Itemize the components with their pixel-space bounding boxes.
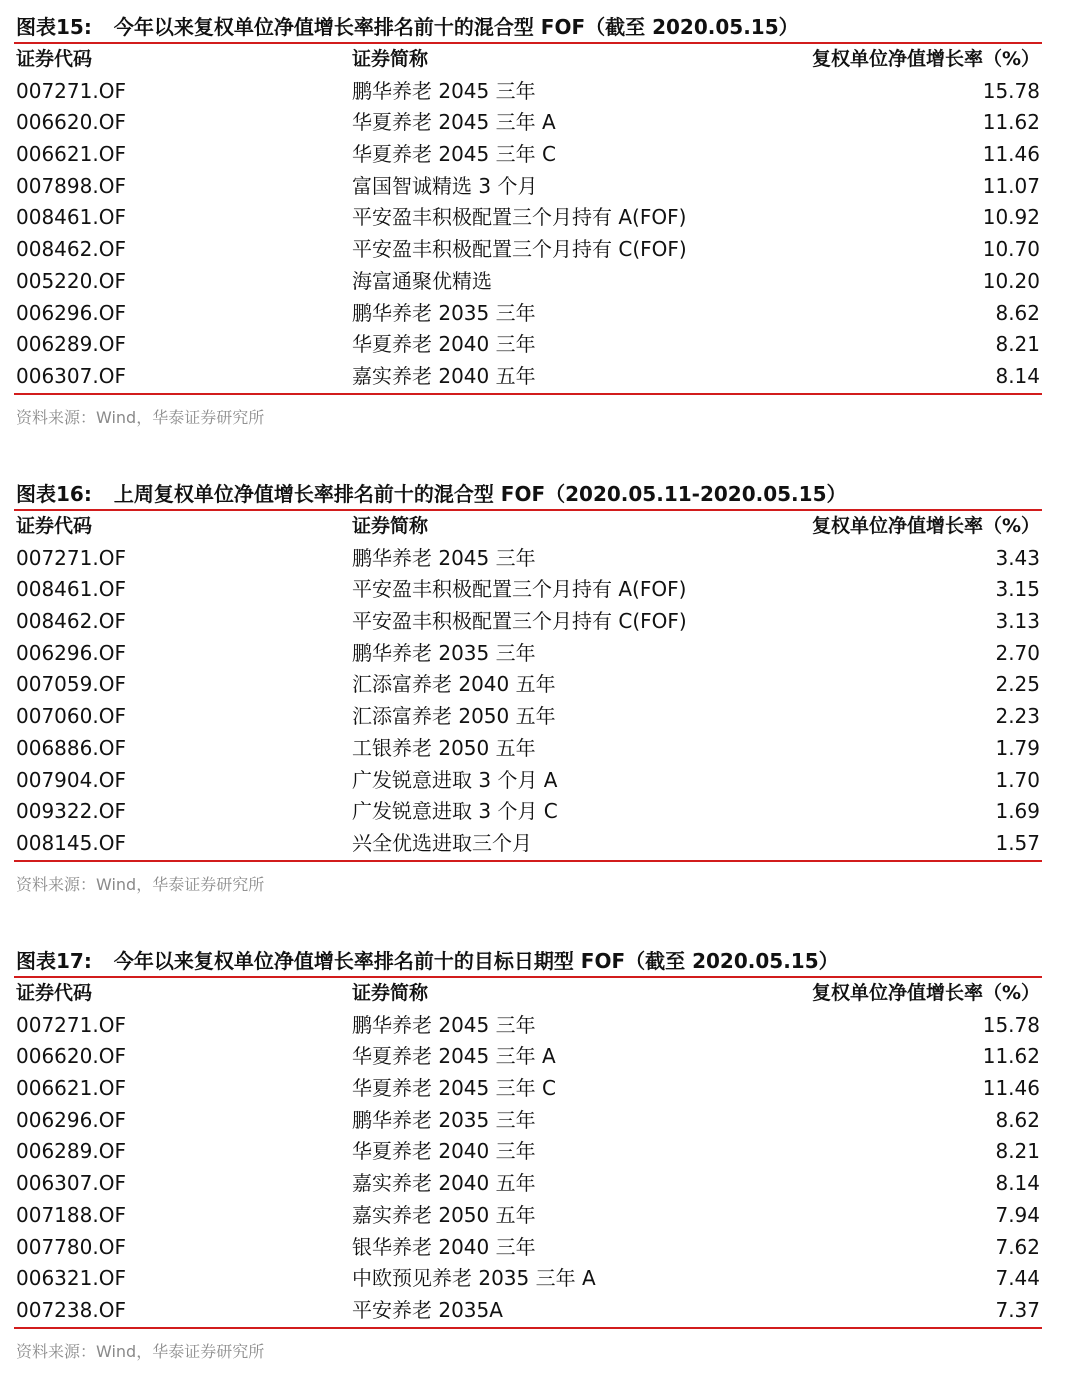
cell-name: 鹏华养老 2045 三年 — [352, 545, 536, 570]
cell-name: 鹏华养老 2035 三年 — [352, 640, 536, 665]
table-header-row — [14, 511, 1042, 543]
cell-name: 华夏养老 2045 三年 A — [352, 110, 556, 135]
cell-name: 华夏养老 2045 三年 C — [352, 1076, 556, 1101]
table-row — [14, 171, 1042, 203]
cell-name: 平安盈丰积极配置三个月持有 C(FOF) — [352, 237, 687, 262]
table-row — [14, 1041, 1042, 1073]
table-row — [14, 298, 1042, 330]
table-row — [14, 574, 1042, 606]
bottom-rule — [14, 393, 1042, 395]
cell-name: 嘉实养老 2050 五年 — [352, 1202, 536, 1227]
cell-name: 华夏养老 2045 三年 A — [352, 1044, 556, 1069]
cell-name: 银华养老 2040 三年 — [352, 1234, 536, 1259]
cell-code: 007060.OF — [16, 704, 126, 729]
cell-name: 华夏养老 2040 三年 — [352, 332, 536, 357]
cell-growth: 11.07 — [982, 173, 1040, 198]
header-code: 证券代码 — [16, 515, 93, 537]
cell-growth: 3.13 — [995, 609, 1040, 634]
cell-code: 007904.OF — [16, 767, 126, 792]
table-header-row — [14, 44, 1042, 76]
table-row — [14, 638, 1042, 670]
table-body — [14, 1010, 1042, 1327]
cell-growth: 7.37 — [995, 1297, 1040, 1322]
cell-code: 007059.OF — [16, 672, 126, 697]
header-growth: 复权单位净值增长率（%） — [811, 48, 1040, 70]
table-row — [14, 361, 1042, 393]
cell-name: 平安盈丰积极配置三个月持有 A(FOF) — [352, 577, 687, 602]
cell-name: 广发锐意进取 3 个月 A — [352, 767, 558, 792]
figure-title: 上周复权单位净值增长率排名前十的混合型 FOF（2020.05.11-2020.05.15） — [113, 482, 847, 506]
cell-growth: 11.62 — [982, 110, 1040, 135]
cell-growth: 7.62 — [995, 1234, 1040, 1259]
table-row — [14, 1232, 1042, 1264]
table-section-16 — [14, 479, 1042, 895]
table-row — [14, 1295, 1042, 1327]
cell-name: 鹏华养老 2035 三年 — [352, 1107, 536, 1132]
cell-code: 007898.OF — [16, 173, 126, 198]
table-row — [14, 329, 1042, 361]
table-header-row — [14, 978, 1042, 1010]
table-title — [14, 12, 1042, 42]
cell-code: 008461.OF — [16, 577, 126, 602]
table-body — [14, 76, 1042, 393]
table-row — [14, 1200, 1042, 1232]
cell-name: 嘉实养老 2040 五年 — [352, 1171, 536, 1196]
cell-name: 华夏养老 2040 三年 — [352, 1139, 536, 1164]
cell-code: 006321.OF — [16, 1266, 126, 1291]
table-row — [14, 765, 1042, 797]
cell-growth: 2.23 — [995, 704, 1040, 729]
cell-growth: 10.92 — [982, 205, 1040, 230]
table-row — [14, 828, 1042, 860]
cell-code: 007271.OF — [16, 78, 126, 103]
table-section-15 — [14, 12, 1042, 428]
cell-name: 鹏华养老 2045 三年 — [352, 1012, 536, 1037]
table-row — [14, 107, 1042, 139]
cell-growth: 15.78 — [982, 78, 1040, 103]
cell-name: 平安盈丰积极配置三个月持有 C(FOF) — [352, 609, 687, 634]
cell-growth: 1.69 — [995, 799, 1040, 824]
table-row — [14, 234, 1042, 266]
cell-name: 华夏养老 2045 三年 C — [352, 142, 556, 167]
cell-growth: 2.70 — [995, 640, 1040, 665]
cell-growth: 3.15 — [995, 577, 1040, 602]
header-code: 证券代码 — [16, 48, 93, 70]
figure-label: 图表17: — [16, 949, 92, 973]
cell-code: 006289.OF — [16, 1139, 126, 1164]
cell-growth: 10.70 — [982, 237, 1040, 262]
table-body — [14, 543, 1042, 860]
cell-code: 006296.OF — [16, 1107, 126, 1132]
cell-growth: 3.43 — [995, 545, 1040, 570]
cell-growth: 7.94 — [995, 1202, 1040, 1227]
table-section-17 — [14, 946, 1042, 1362]
table-row — [14, 139, 1042, 171]
source-note: 资料来源：Wind，华泰证券研究所 — [16, 407, 265, 427]
cell-code: 008462.OF — [16, 237, 126, 262]
source-note: 资料来源：Wind，华泰证券研究所 — [16, 874, 265, 894]
cell-code: 006620.OF — [16, 110, 126, 135]
cell-name: 兴全优选进取三个月 — [352, 830, 532, 855]
cell-growth: 8.14 — [995, 1171, 1040, 1196]
header-growth: 复权单位净值增长率（%） — [811, 515, 1040, 537]
source-note: 资料来源：Wind，华泰证券研究所 — [16, 1341, 265, 1361]
cell-growth: 8.14 — [995, 363, 1040, 388]
cell-name: 鹏华养老 2045 三年 — [352, 78, 536, 103]
cell-code: 008145.OF — [16, 830, 126, 855]
cell-code: 006886.OF — [16, 735, 126, 760]
cell-code: 007271.OF — [16, 1012, 126, 1037]
header-name: 证券简称 — [352, 48, 429, 70]
cell-growth: 8.21 — [995, 332, 1040, 357]
cell-name: 鹏华养老 2035 三年 — [352, 300, 536, 325]
cell-code: 007238.OF — [16, 1297, 126, 1322]
table-row — [14, 701, 1042, 733]
cell-name: 平安养老 2035A — [352, 1297, 503, 1322]
table-title — [14, 479, 1042, 509]
cell-code: 006296.OF — [16, 300, 126, 325]
cell-name: 海富通聚优精选 — [352, 268, 492, 293]
header-name: 证券简称 — [352, 515, 429, 537]
table-row — [14, 796, 1042, 828]
figure-title: 今年以来复权单位净值增长率排名前十的混合型 FOF（截至 2020.05.15） — [113, 15, 799, 39]
cell-code: 008461.OF — [16, 205, 126, 230]
cell-code: 007188.OF — [16, 1202, 126, 1227]
cell-name: 富国智诚精选 3 个月 — [352, 173, 538, 198]
header-code: 证券代码 — [16, 982, 93, 1004]
cell-code: 006621.OF — [16, 1076, 126, 1101]
bottom-rule — [14, 1327, 1042, 1329]
cell-name: 平安盈丰积极配置三个月持有 A(FOF) — [352, 205, 687, 230]
cell-growth: 2.25 — [995, 672, 1040, 697]
table-row — [14, 76, 1042, 108]
cell-code: 006307.OF — [16, 1171, 126, 1196]
cell-code: 007271.OF — [16, 545, 126, 570]
cell-code: 006289.OF — [16, 332, 126, 357]
cell-growth: 15.78 — [982, 1012, 1040, 1037]
table-title — [14, 946, 1042, 976]
cell-name: 工银养老 2050 五年 — [352, 735, 536, 760]
cell-code: 005220.OF — [16, 268, 126, 293]
cell-name: 广发锐意进取 3 个月 C — [352, 799, 558, 824]
header-name: 证券简称 — [352, 982, 429, 1004]
cell-growth: 11.62 — [982, 1044, 1040, 1069]
cell-growth: 1.70 — [995, 767, 1040, 792]
cell-code: 009322.OF — [16, 799, 126, 824]
table-row — [14, 543, 1042, 575]
cell-growth: 1.79 — [995, 735, 1040, 760]
cell-code: 006621.OF — [16, 142, 126, 167]
figure-label: 图表16: — [16, 482, 92, 506]
figure-title: 今年以来复权单位净值增长率排名前十的目标日期型 FOF（截至 2020.05.15） — [113, 949, 839, 973]
cell-code: 006307.OF — [16, 363, 126, 388]
table-row — [14, 1105, 1042, 1137]
cell-growth: 8.21 — [995, 1139, 1040, 1164]
table-row — [14, 669, 1042, 701]
cell-name: 汇添富养老 2050 五年 — [352, 704, 556, 729]
table-row — [14, 1136, 1042, 1168]
table-row — [14, 1168, 1042, 1200]
cell-name: 嘉实养老 2040 五年 — [352, 363, 536, 388]
cell-growth: 11.46 — [982, 1076, 1040, 1101]
cell-name: 汇添富养老 2040 五年 — [352, 672, 556, 697]
cell-name: 中欧预见养老 2035 三年 A — [352, 1266, 596, 1291]
cell-growth: 1.57 — [995, 830, 1040, 855]
table-row — [14, 1263, 1042, 1295]
table-row — [14, 1073, 1042, 1105]
figure-label: 图表15: — [16, 15, 92, 39]
table-row — [14, 266, 1042, 298]
cell-growth: 8.62 — [995, 1107, 1040, 1132]
table-row — [14, 606, 1042, 638]
header-growth: 复权单位净值增长率（%） — [811, 982, 1040, 1004]
cell-code: 008462.OF — [16, 609, 126, 634]
cell-growth: 7.44 — [995, 1266, 1040, 1291]
cell-code: 007780.OF — [16, 1234, 126, 1259]
bottom-rule — [14, 860, 1042, 862]
cell-growth: 10.20 — [982, 268, 1040, 293]
table-row — [14, 733, 1042, 765]
table-row — [14, 202, 1042, 234]
cell-code: 006296.OF — [16, 640, 126, 665]
cell-growth: 8.62 — [995, 300, 1040, 325]
cell-code: 006620.OF — [16, 1044, 126, 1069]
table-row — [14, 1010, 1042, 1042]
cell-growth: 11.46 — [982, 142, 1040, 167]
